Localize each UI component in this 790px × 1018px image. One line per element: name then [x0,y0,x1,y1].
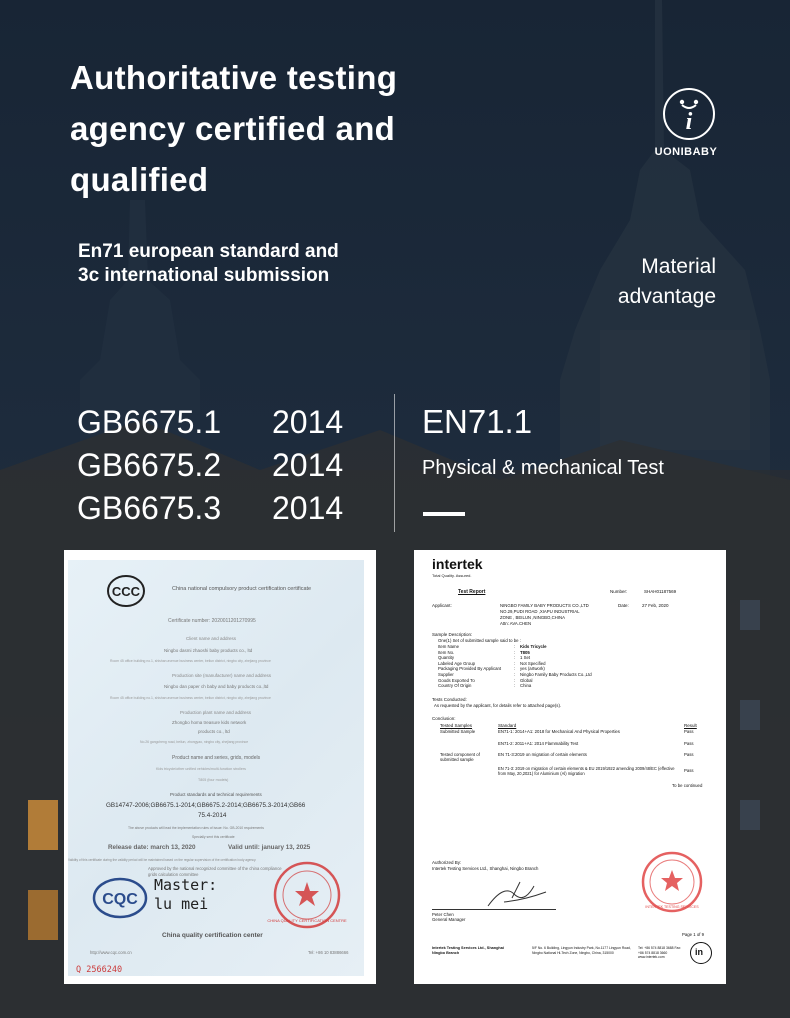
result-2: Pass [684,741,694,746]
sample-row-label: Country Of Origin [438,683,472,689]
intertek-mark-icon: in [690,942,712,964]
cert-serial: Q 2566240 [76,965,123,975]
sample-row-value: Kids Tricycle [520,644,547,649]
report-date-label: Date: [618,603,629,608]
material-advantage: Material advantage [617,255,716,308]
sample-row-value: Not Specified [520,660,546,666]
authorized-label: Authorized By: [432,860,462,865]
standard-2: EN71-2: 2011+A1: 2014 Flammability Test [498,741,579,746]
cert-website: http://www.cqc.com.cn [90,950,132,955]
sample-row-separator: : [514,666,516,672]
report-number: SHAH01187569 [644,589,677,594]
ccc-logo-icon [106,574,146,608]
svg-text:CQC: CQC [102,891,138,908]
sample-row-value: Ningbo Family Baby Products Co.,Ltd [520,672,592,677]
sample-row-separator: : [514,660,516,666]
column-standard: Standard [498,723,517,728]
cert-center-name: China quality certification center [162,932,263,939]
sample-row-value: T805 [520,649,530,655]
submitted-sample: Submitted Sample [440,729,476,734]
standard-1: EN71-1: 2014+A1: 2018 for Mechanical And Physical Properties [498,729,620,734]
result-4: Pass [684,768,694,773]
report-number-label: Number: [610,589,628,594]
sample-description-label: Sample Description: [432,632,473,637]
cert-plant-label: Production plant name and address [180,710,252,715]
cert-approved: Approved by the national recognized committee of the china compliance grids calculation committee [148,866,282,877]
cert-product-value: Kids tricycle/other unified vehicles/multi-function strollers [156,767,246,771]
cert-standards-label: Product standards and technical requirements [170,792,262,797]
cqc-logo-icon [92,876,148,920]
cert-master-signature: Master: lu mei [154,876,218,913]
cert-standards-value-2: 75.4-2014 [198,812,227,819]
cert-header: China national compulsory product certification certificate [172,586,312,592]
cert-client-label: Client name and address [186,636,237,641]
applicant-address-2: ZONE , BEILUN ,NINGBO,CHINA [500,615,565,620]
intertek-report [414,550,726,984]
cert-client-name: Ningbo dasmi zhaoshi baby products co., ltd [164,648,253,653]
gb-standard-code: GB6675.1 [77,404,222,440]
cert-client-address: Room 45 office building no.1, shishan avenue business center, beilun district, ningbo city, zhejiang province [110,659,271,663]
footer-contact: Tel: +86 574 8818 3688 Fax: +86 574 8818 3660 www.intertek.com [638,946,682,959]
conclusion-label: Conclusion: [432,716,456,721]
svg-text:CCC: CCC [111,584,141,599]
intertek-stamp-icon [640,850,704,914]
svg-text:INTERTEK TESTING SERVICES: INTERTEK TESTING SERVICES [645,905,699,909]
ccc-certificate [64,550,376,984]
gb-standard-year: 2014 [272,447,344,483]
cert-product-label: Product name and series, grids, models [172,755,261,761]
official-stamp-icon [267,860,347,930]
signer-title: General Manager [432,917,466,922]
sample-row-separator: : [514,649,516,655]
accent-underline [423,512,465,516]
sample-row-label: Goods Exported To [438,677,475,683]
en71-description: Physical & mechanical Test [422,457,664,479]
brand-logo [663,88,715,140]
en71-code: EN71.1 [422,403,533,440]
brand-name: UONIBABY [654,146,718,158]
sample-row-label: Labeled Age Group [438,660,476,666]
gb-standard-year: 2014 [272,404,344,440]
sample-row-label: Item Name [438,644,460,649]
cert-standards-value: GB14747-2006;GB6675.1-2014;GB6675.2-2014;GB6675.3-2014;GB66 [106,802,306,809]
cert-product-value-2: T805 (four models) [198,778,229,782]
sample-row-value: yes (artwork) [520,666,545,672]
authorized-by: Intertek Testing Services Ltd., Shanghai, Ningbo Branch [432,866,539,871]
cert-producer-name: Ningbo dan paper ch baby and baby products co.,ltd [164,684,269,689]
applicant-address-1: NO.29,PUDI ROAD ,XIAPU INDUSTRIAL [500,609,580,614]
signature-line [432,909,556,910]
tests-conducted-label: Tests Conducted: [432,697,467,702]
svg-text:CHINA QUALITY CERTIFICATION CE: CHINA QUALITY CERTIFICATION CENTRE [267,918,347,923]
sample-row-value: Global [520,677,533,683]
cert-small-text: Validity of this certificate during the validity period will be maintained based on the regular supervision of the certification body agency. [68,858,257,862]
report-date: 27 Feb, 2020 [642,603,669,608]
gb-standard-year: 2014 [272,490,344,526]
gb-standard-code: GB6675.2 [77,447,222,483]
cert-plant-name-2: products co., ltd [198,729,230,734]
standard-3: EN 71-3:2019 on migration of certain elements [498,752,587,757]
to-be-continued: To be continued [672,783,703,788]
sample-row-value: China [520,683,532,689]
certificate-paper [68,560,364,976]
tests-conducted-note: As requested by the applicant, for details refer to attached page(s). [434,703,562,708]
vertical-divider [394,394,395,532]
sample-row-separator: : [514,655,516,661]
cert-producer-address: Room 45 office building no.1, shishan avenue business center, beilun district, ningbo city, zhejiang province [110,696,271,700]
result-1: Pass [684,729,694,734]
cert-plant-address: No.26 gangcheng road, beilun, zhongyao, ningbo city, zhejiang province [140,740,249,744]
signer-name: Peter Chen [432,912,454,917]
applicant-attn: Attn: AVA.CHEN [500,621,532,626]
page-number: Page 1 of 9 [682,932,704,937]
sample-row-separator: : [514,677,516,683]
cert-telephone: Tel: +86 10 83886666 [308,950,349,955]
cert-producer-label: Production site (manufacturer) name and address [172,673,272,678]
cert-plant-name: Zhongbo homa treasure kids network [172,720,247,725]
sample-row-label: Packaging Provided By Applicant [438,666,502,672]
logo-letter: i [685,109,693,135]
footer-company: Intertek Testing Services Ltd., Shanghai Ningbo Branch [432,946,504,955]
report-title: Test Report [458,589,486,595]
column-result: Result [684,723,697,728]
standard-4: EN 71-3: 2019 on migration of certain elements & EU 2019/1922 amending 2009/48/EC (effective from May, 20,2021) for Aluminium (Al) migration [498,766,675,776]
cert-valid-until: Valid until: january 13, 2025 [228,844,311,851]
sample-row-value: 1 Set [520,655,531,661]
column-tested-samples: Tested Samples [440,723,473,728]
signature-icon [484,880,554,910]
cert-release-date: Release date: march 13, 2020 [108,844,196,851]
info-icon [665,90,713,138]
sample-row-label: Quantity [438,655,455,661]
intertek-logo: intertek [432,556,483,572]
cert-note-2: Specially sent this certificate [192,835,235,839]
result-3: Pass [684,752,694,757]
applicant-label: Applicant: [432,603,452,608]
applicant-name: NINGBO FAMILY BABY PRODUCTS CO.,LTD [500,603,589,608]
footer-address: 5/F No. 6 Building, Lingyun Industry Park, No.1177 Lingyun Road, Ningbo National Hi-Tech Zone, Ningbo, China, 315000 [532,946,631,955]
sample-row-separator: : [514,672,516,677]
cert-note-1: The above products will lead the implementation rules of issue: No. GB-2010 requirements [128,826,264,830]
gb-standard-code: GB6675.3 [77,490,222,526]
tested-component: Tested component of submitted sample [440,752,480,762]
sample-row-label: Supplier [438,672,454,677]
sample-row-separator: : [514,683,516,689]
sample-row-label: Item No. [438,649,455,655]
page-subheadline: En71 european standard and 3c international submission [78,241,339,286]
intertek-tagline: Total Quality. Assured. [432,573,472,578]
sample-row-separator: : [514,644,516,649]
sample-one-set: One(1) Set of submitted sample said to be : [438,638,521,643]
cert-number: Certificate number: 2020011201270995 [168,618,256,624]
page-headline: Authoritative testing agency certified and qualified [70,59,398,198]
